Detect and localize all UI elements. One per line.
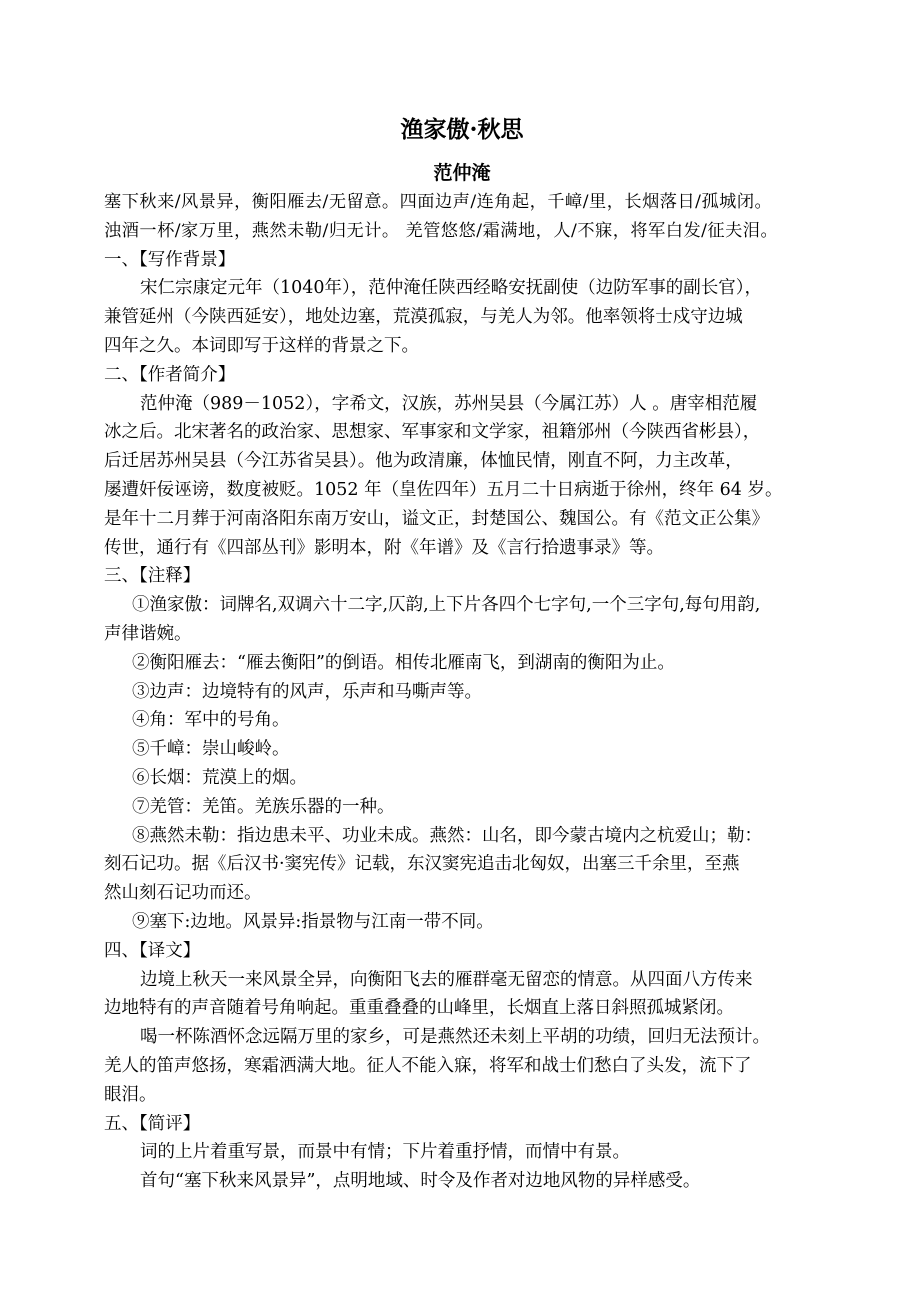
poem-title: 渔家傲·秋思 [400,116,524,143]
paragraph-line: 眼泪。 [104,1084,157,1105]
section-review [104,1110,820,1196]
paragraph-line: 后迁居苏州吴县（今江苏省吴县）。他为政清廉，体恤民情，刚直不阿，力主改革， [104,451,743,472]
section-notes [104,562,820,936]
paragraph-line: 四年之久。本词即写于这样的背景之下。 [104,335,419,356]
poem-body [104,188,820,246]
note-line: ⑨塞下:边地。风景异:指景物与江南一带不同。 [132,911,494,932]
section-translation [104,937,820,1110]
paragraph-line: 冰之后。北宋著名的政治家、思想家、军事家和文学家，祖籍邠州（今陕西省彬县）， [104,422,761,443]
note-line: ⑤千嶂：崇山峻岭。 [132,739,290,760]
paragraph-line: 是年十二月葬于河南洛阳东南万安山，谥文正，封楚国公、魏国公。有《范文正公集》 [104,508,769,529]
section-heading: 二、【作者简介】 [104,364,236,385]
note-line: 声律谐婉。 [104,623,192,644]
paragraph-line: 屡遭奸佞诬谤，数度被贬。1052 年（皇佐四年）五月二十日病逝于徐州，终年 64 岁。 [104,479,783,500]
poem-line: 塞下秋来/风景异，衡阳雁去/无留意。四面边声/连角起，千嶂/里，长烟落日/孤城闭。 [104,192,773,212]
paragraph-line: 词的上片着重写景，而景中有情；下片着重抒情，而情中有景。 [140,1142,630,1163]
section-heading: 一、【写作背景】 [104,249,236,270]
note-line: ②衡阳雁去：“雁去衡阳”的倒语。相传北雁南飞，到湖南的衡阳为止。 [132,652,675,673]
poem-line: 浊酒一杯/家万里，燕然未勒/归无计。 羌管悠悠/霜满地，人/不寐，将军白发/征夫泪。 [104,220,779,241]
paragraph-line: 传世，通行有《四部丛刊》影明本，附《年谱》及《言行拾遗事录》等。 [104,537,664,558]
note-line: ⑦羌管：羌笛。羌族乐器的一种。 [132,796,395,817]
note-line: ⑥长烟：荒漠上的烟。 [132,767,307,788]
note-line: 然山刻石记功而还。 [104,883,262,904]
section-author-intro [104,361,820,563]
paragraph-line: 首句“塞下秋来风景异”，点明地域、时令及作者对边地风物的异样感受。 [140,1171,701,1192]
paragraph-line: 边境上秋天一来风景全异，向衡阳飞去的雁群毫无留恋的情意。从四面八方传来 [140,969,753,990]
note-line: ①渔家傲：词牌名,双调六十二字,仄韵,上下片各四个七字句,一个三字句,每句用韵, [132,595,761,616]
paragraph-line: 羌人的笛声悠扬，寒霜洒满大地。征人不能入寐，将军和战士们愁白了头发，流下了 [104,1055,752,1076]
note-line: 刻石记功。据《后汉书·窦宪传》记载，东汉窦宪追击北匈奴，出塞三千余里，至燕 [104,854,740,875]
note-line: ③边声：边境特有的风声，乐声和马嘶声等。 [132,681,482,702]
note-line: ④角：军中的号角。 [132,710,290,731]
paragraph-line: 兼管延州（今陕西延安），地处边塞，荒漠孤寂，与羌人为邻。他率领将士戍守边城 [104,307,743,328]
section-heading: 四、【译文】 [104,940,201,961]
section-heading: 五、【简评】 [104,1113,201,1134]
paragraph-line: 喝一杯陈酒怀念远隔万里的家乡，可是燕然还未刻上平胡的功绩，回归无法预计。 [140,1027,770,1048]
section-background [104,246,820,361]
paragraph-line: 宋仁宗康定元年（1040年），范仲淹任陕西经略安抚副使（边防军事的副长官）， [140,278,763,299]
section-heading: 三、【注释】 [104,566,201,587]
paragraph-line: 范仲淹（989－1052），字希文，汉族，苏州吴县（今属江苏）人 。唐宰相范履 [140,393,758,414]
note-line: ⑧燕然未勒：指边患未平、功业未成。燕然：山名，即今蒙古境内之杭爱山；勒： [132,825,762,846]
paragraph-line: 边地特有的声音随着号角响起。重重叠叠的山峰里，长烟直上落日斜照孤城紧闭。 [104,998,734,1019]
poem-author: 范仲淹 [433,162,491,184]
